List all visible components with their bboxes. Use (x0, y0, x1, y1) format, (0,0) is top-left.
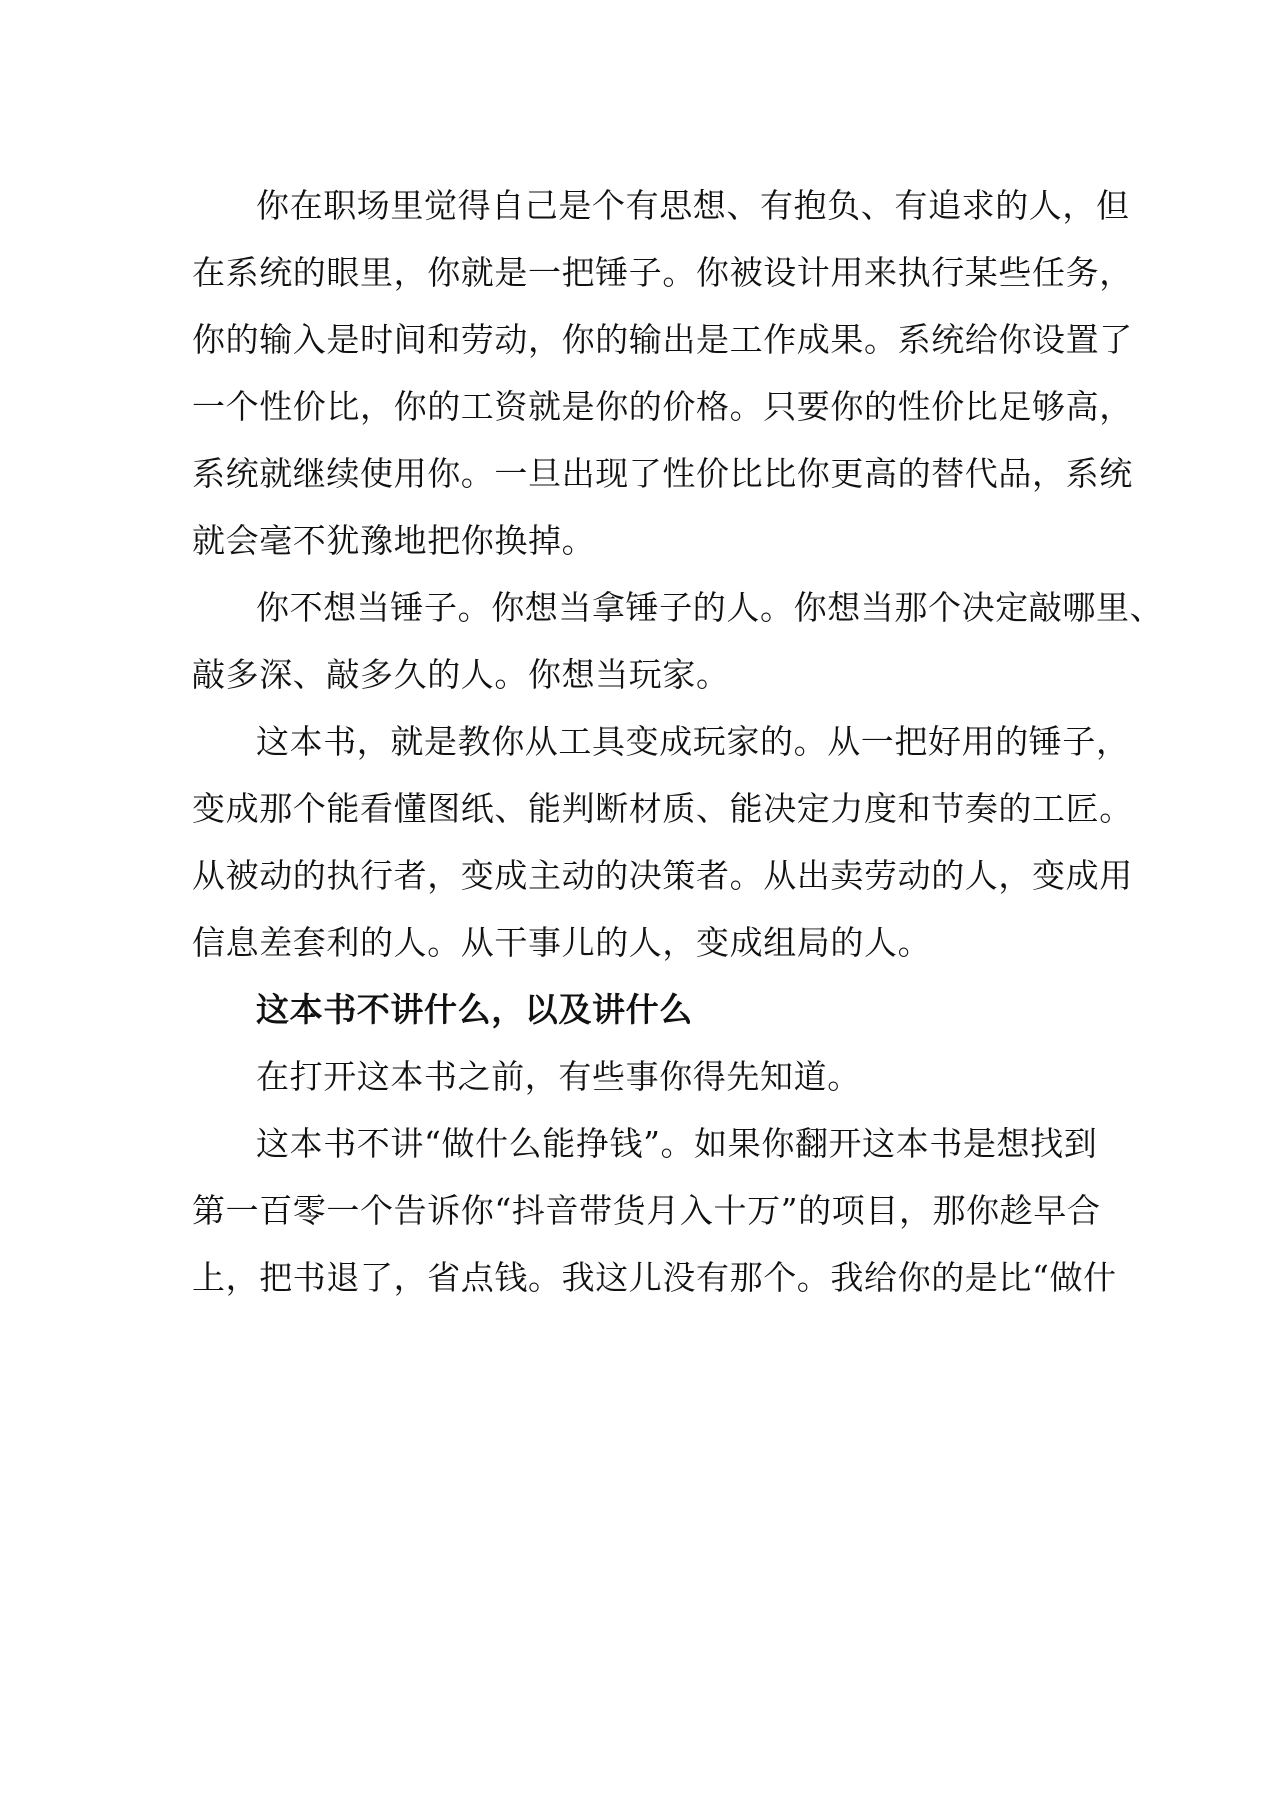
section-heading: 这本书不讲什么，以及讲什么 (256, 990, 693, 1029)
paragraph-3 (192, 708, 1133, 976)
paragraph-line: 你不想当锤子。你想当拿锤子的人。你想当那个决定敲哪里、 (256, 588, 1164, 627)
paragraph-line: 信息差套利的人。从干事儿的人，变成组局的人。 (192, 923, 932, 962)
paragraph-line: 系统就继续使用你。一旦出现了性价比比你更高的替代品，系统 (192, 454, 1133, 493)
paragraph-line: 第一百零一个告诉你“抖音带货月入十万”的项目，那你趁早合 (192, 1191, 1101, 1230)
paragraph-line: 上，把书退了，省点钱。我这儿没有那个。我给你的是比“做什 (192, 1258, 1117, 1297)
document-body (192, 172, 1164, 1311)
paragraph-line: 就会毫不犹豫地把你换掉。 (192, 521, 596, 560)
paragraph-line: 在系统的眼里，你就是一把锤子。你被设计用来执行某些任务， (192, 253, 1133, 292)
paragraph-line: 在打开这本书之前，有些事你得先知道。 (256, 1057, 861, 1096)
paragraph-line: 敲多深、敲多久的人。你想当玩家。 (192, 655, 730, 694)
paragraph-1 (192, 172, 1133, 574)
paragraph-line: 变成那个能看懂图纸、能判断材质、能决定力度和节奏的工匠。 (192, 789, 1133, 828)
paragraph-2 (192, 574, 1164, 708)
paragraph-line: 你在职场里觉得自己是个有思想、有抱负、有追求的人，但 (256, 186, 1130, 225)
paragraph-5 (192, 1110, 1117, 1311)
paragraph-line: 从被动的执行者，变成主动的决策者。从出卖劳动的人，变成用 (192, 856, 1133, 895)
paragraph-line: 这本书不讲“做什么能挣钱”。如果你翻开这本书是想找到 (256, 1124, 1098, 1163)
paragraph-line: 这本书，就是教你从工具变成玩家的。从一把好用的锤子， (256, 722, 1130, 761)
paragraph-line: 你的输入是时间和劳动，你的输出是工作成果。系统给你设置了 (192, 320, 1133, 359)
paragraph-line: 一个性价比，你的工资就是你的价格。只要你的性价比足够高， (192, 387, 1133, 426)
paragraph-4 (192, 1043, 1092, 1110)
